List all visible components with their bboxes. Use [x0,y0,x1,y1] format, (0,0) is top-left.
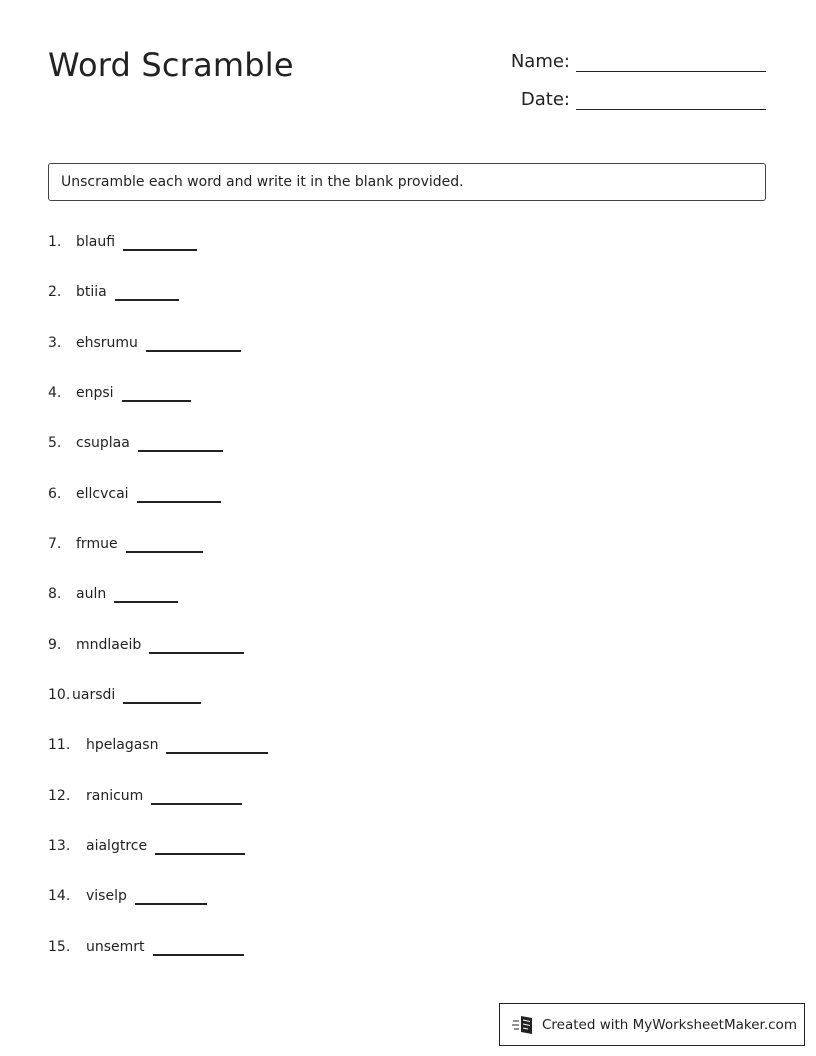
item-number: 5. [48,435,62,451]
scrambled-word: btiia [76,284,107,300]
date-field [500,90,766,110]
list-item [48,532,203,556]
name-label: Name: [510,51,570,72]
list-item [48,331,241,355]
item-number: 4. [48,385,62,401]
instructions-box [48,163,766,201]
name-line [576,53,766,72]
answer-blank[interactable] [151,803,242,805]
item-number: 3. [48,335,62,351]
scrambled-word: aialgtrce [86,838,148,854]
list-item [48,834,245,858]
worksheet-maker-logo-icon [512,1014,536,1036]
list-item [48,884,207,908]
list-item [48,230,197,254]
scrambled-word: frmue [76,536,118,552]
item-number: 1. [48,234,62,250]
list-item [48,381,191,405]
scrambled-word: ellcvcai [76,486,129,502]
name-field [500,52,766,72]
date-line [576,91,766,110]
list-item [48,935,244,959]
scrambled-word: blaufi [76,234,116,250]
footer-badge [499,1003,805,1046]
list-item [48,431,223,455]
list-item [48,784,242,808]
scrambled-word: viselp [86,888,127,904]
answer-blank[interactable] [166,752,268,754]
answer-blank[interactable] [123,702,201,704]
worksheet-title: Word Scramble [48,46,294,84]
item-number: 8. [48,586,62,602]
item-number: 13. [48,838,71,854]
item-number: 9. [48,637,62,653]
answer-blank[interactable] [146,350,241,352]
answer-blank[interactable] [114,601,178,603]
scrambled-word: unsemrt [86,939,145,955]
item-number: 2. [48,284,62,300]
date-label: Date: [520,89,570,110]
instructions-text: Unscramble each word and write it in the blank provided. [61,174,464,190]
scrambled-word: mndlaeib [76,637,142,653]
list-item [48,582,178,606]
scrambled-word: ehsrumu [76,335,138,351]
list-item [48,280,179,304]
item-number: 12. [48,788,71,804]
item-number: 15. [48,939,71,955]
item-number: 7. [48,536,62,552]
answer-blank[interactable] [115,299,179,301]
answer-blank[interactable] [137,501,221,503]
answer-blank[interactable] [135,903,207,905]
answer-blank[interactable] [123,249,197,251]
scrambled-word: enpsi [76,385,114,401]
item-number: 6. [48,486,62,502]
list-item [48,683,201,707]
answer-blank[interactable] [153,954,244,956]
scrambled-word: auln [76,586,107,602]
list-item [48,733,268,757]
item-number: 10. [48,687,71,703]
item-number: 14. [48,888,71,904]
list-item [48,633,244,657]
scrambled-word: csuplaa [76,435,130,451]
scrambled-word: ranicum [86,788,144,804]
item-number: 11. [48,737,71,753]
footer-text: Created with MyWorksheetMaker.com [542,1016,797,1033]
answer-blank[interactable] [138,450,223,452]
answer-blank[interactable] [122,400,191,402]
scrambled-word: hpelagasn [86,737,159,753]
answer-blank[interactable] [155,853,245,855]
list-item [48,482,221,506]
answer-blank[interactable] [126,551,203,553]
answer-blank[interactable] [149,652,244,654]
scrambled-word: uarsdi [72,687,116,703]
